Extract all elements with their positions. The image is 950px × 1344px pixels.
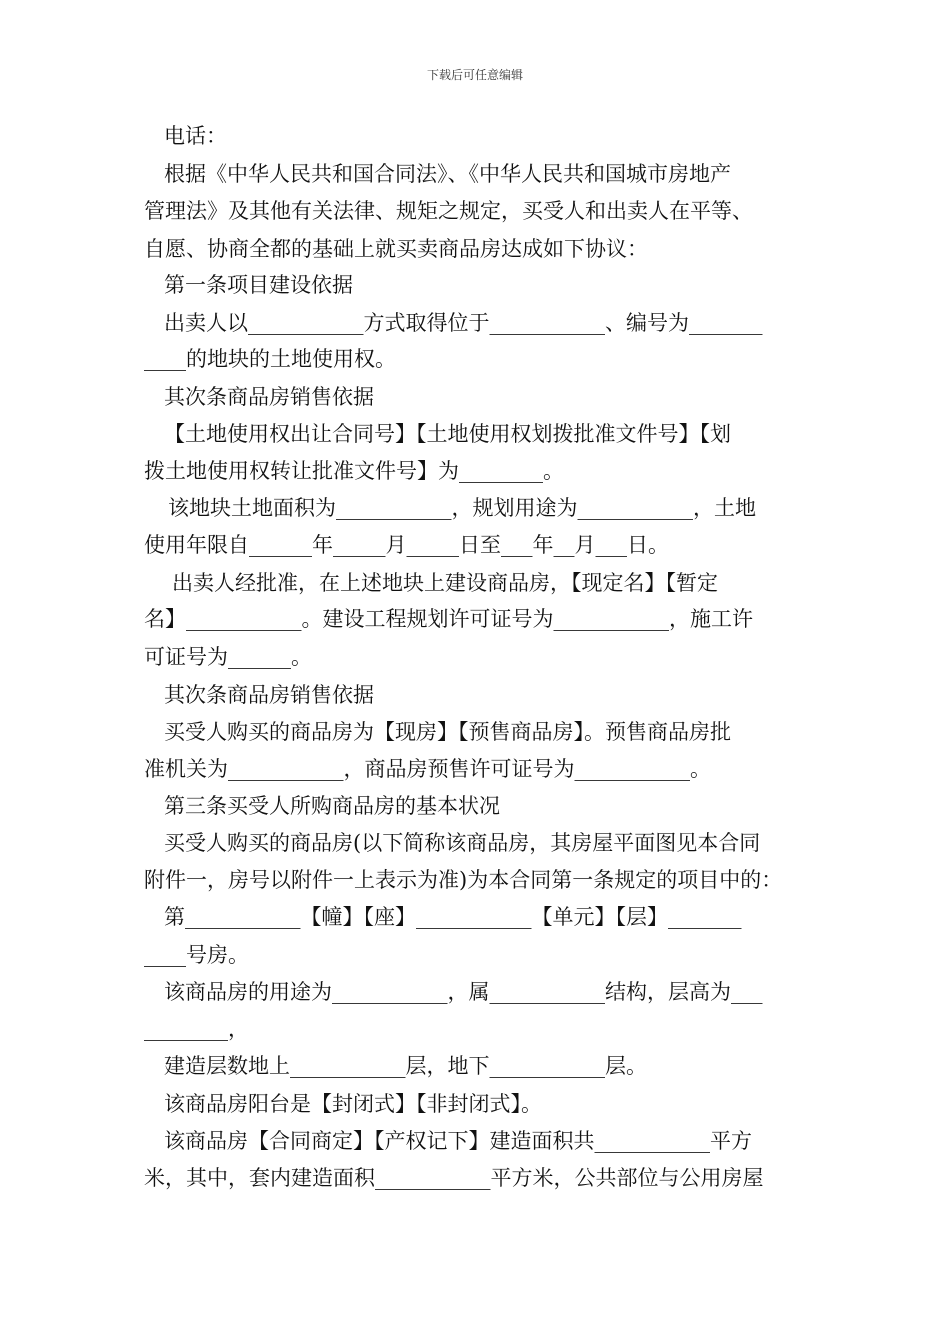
page-header: 下载后可任意编辑 xyxy=(426,68,523,82)
text-line: 管理法》及其他有关法律、规矩之规定，买受人和出卖人在平等、 xyxy=(144,199,753,223)
text-line: 买受人购买的商品房为【现房】【预售商品房】。预售商品房批 xyxy=(164,720,731,744)
section-heading: 其次条商品房销售依据 xyxy=(164,683,374,707)
text-line: 出卖人经批准，在上述地块上建设商品房，【现定名】【暂定 xyxy=(172,571,718,595)
text-line: 根据《中华人民共和国合同法》、《中华人民共和国城市房地产 xyxy=(164,162,731,186)
text-line: ____号房。 xyxy=(144,943,249,967)
text-line: 电话： xyxy=(164,124,227,148)
text-line: 建造层数地上___________层，地下___________层。 xyxy=(164,1054,647,1078)
text-line: 拨土地使用权转让批准文件号】为________。 xyxy=(144,459,564,483)
text-line: 名】___________。建设工程规划许可证号为___________，施工许 xyxy=(144,607,753,631)
text-line: 出卖人以___________方式取得位于___________、编号为_______ xyxy=(164,311,763,335)
section-heading: 其次条商品房销售依据 xyxy=(164,385,374,409)
text-line: 第___________【幢】【座】___________【单元】【层】_______ xyxy=(164,905,742,929)
text-line: ____的地块的土地使用权。 xyxy=(144,347,396,371)
text-line: 准机关为___________，商品房预售许可证号为___________。 xyxy=(144,757,711,781)
text-line: 使用年限自______年_____月_____日至___年__月___日。 xyxy=(144,533,669,557)
text-line: 买受人购买的商品房(以下简称该商品房，其房屋平面图见本合同 xyxy=(164,831,761,855)
text-line: 米，其中，套内建造面积___________平方米，公共部位与公用房屋 xyxy=(144,1166,764,1190)
section-heading: 第三条买受人所购商品房的基本状况 xyxy=(164,794,500,818)
text-line: 该地块土地面积为___________，规划用途为___________，土地 xyxy=(168,496,756,520)
text-line: 该商品房【合同商定】【产权记下】建造面积共___________平方 xyxy=(164,1129,752,1153)
text-line: 可证号为______。 xyxy=(144,645,312,669)
text-line: 该商品房的用途为___________，属___________结构，层高为___ xyxy=(164,980,763,1004)
text-line: 附件一，房号以附件一上表示为准)为本合同第一条规定的项目中的： xyxy=(144,868,783,892)
text-line: 自愿、协商全都的基础上就买卖商品房达成如下协议： xyxy=(144,237,648,261)
section-heading: 第一条项目建设依据 xyxy=(164,273,353,297)
text-line: 【土地使用权出让合同号】【土地使用权划拨批准文件号】【划 xyxy=(164,422,731,446)
text-line: ________， xyxy=(144,1017,249,1041)
text-line: 该商品房阳台是【封闭式】【非封闭式】。 xyxy=(164,1092,542,1116)
